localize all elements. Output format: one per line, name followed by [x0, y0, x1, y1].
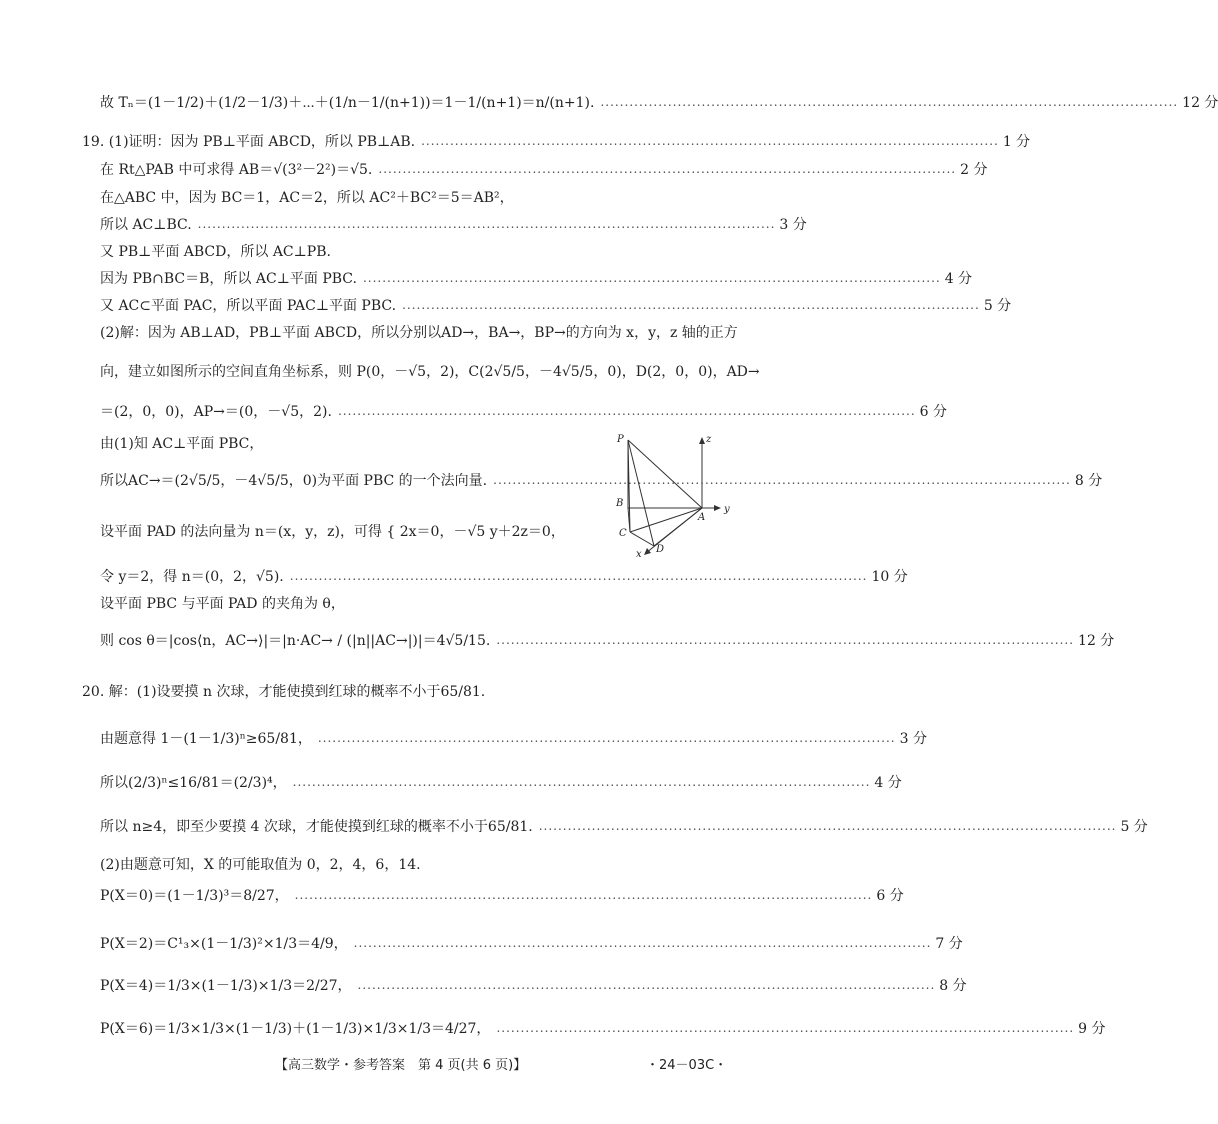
answer-line — [100, 593, 722, 613]
answer-line — [100, 433, 600, 453]
line-score: 10 分 — [871, 569, 908, 585]
answer-line — [100, 728, 927, 748]
edge-pa — [628, 440, 702, 508]
leader-dots: ........................................................................................................................ — [353, 936, 932, 950]
line-text: 19. (1)证明：因为 PB⊥平面 ABCD，所以 PB⊥AB. — [82, 134, 416, 150]
answer-line — [100, 854, 722, 874]
line-score: 5 分 — [1120, 819, 1148, 835]
line-text: 由(1)知 AC⊥平面 PBC， — [100, 436, 264, 452]
leader-dots: ........................................................................................................................ — [317, 731, 896, 745]
label-z: z — [706, 434, 712, 445]
line-score: 6 分 — [919, 404, 948, 420]
line-text: 在 Rt△PAB 中可求得 AB＝√(3²－2²)＝√5. — [100, 162, 373, 178]
line-score: 12 分 — [1182, 95, 1218, 111]
line-score: 12 分 — [1078, 633, 1115, 649]
answer-line — [100, 401, 948, 421]
line-text: P(X＝6)＝1/3×1/3×(1－1/3)＋(1－1/3)×1/3×1/3＝4/27， — [100, 1021, 491, 1037]
edge-ca — [630, 508, 702, 532]
line-score: 7 分 — [935, 936, 963, 952]
line-score: 5 分 — [983, 298, 1012, 314]
line-text: 又 PB⊥平面 ABCD，所以 AC⊥PB. — [100, 244, 331, 260]
answer-line — [100, 933, 963, 953]
line-score: 8 分 — [939, 978, 967, 994]
line-text: 设平面 PAD 的法向量为 n＝(x，y，z)，可得 { 2x＝0，－√5 y＋2z＝0， — [100, 524, 565, 540]
footer-title: 【高三数学・参考答案 第 4 页(共 6 页)】 — [275, 1058, 527, 1073]
line-text: 又 AC⊂平面 PAC，所以平面 PAC⊥平面 PBC. — [100, 298, 397, 314]
line-text: 20. 解：(1)设要摸 n 次球，才能使摸到红球的概率不小于65/81. — [82, 684, 486, 700]
line-text: P(X＝4)＝1/3×(1－1/3)×1/3＝2/27， — [100, 978, 352, 994]
line-score: 4 分 — [874, 775, 902, 791]
answer-line — [100, 1018, 1106, 1038]
line-text: 设平面 PBC 与平面 PAD 的夹角为 θ， — [100, 596, 345, 612]
line-score: 2 分 — [960, 162, 988, 178]
leader-dots: ........................................................................................................................ — [421, 134, 999, 148]
leader-dots: ........................................................................................................................ — [493, 473, 1071, 487]
label-y: y — [724, 504, 730, 515]
line-score: 6 分 — [876, 888, 904, 904]
answer-line — [100, 159, 988, 179]
label-x: x — [636, 549, 642, 560]
leader-dots: ........................................................................................................................ — [378, 162, 957, 176]
line-score: 3 分 — [779, 217, 807, 233]
leader-dots: ........................................................................................................................ — [600, 95, 1179, 109]
leader-dots: ........................................................................................................................ — [289, 569, 868, 583]
answer-line — [100, 295, 1012, 315]
answer-line — [100, 885, 904, 905]
line-score: 3 分 — [899, 731, 927, 747]
leader-dots: ........................................................................................................................ — [294, 888, 873, 902]
answer-line — [100, 268, 973, 288]
answer-line — [100, 566, 908, 586]
label-a: A — [698, 512, 706, 523]
leader-dots: ........................................................................................................................ — [337, 404, 916, 418]
line-text: 令 y＝2，得 n＝(0，2，√5). — [100, 569, 284, 585]
label-c: C — [619, 528, 627, 539]
answer-line — [100, 361, 760, 381]
answer-line — [100, 975, 967, 995]
line-score: 1 分 — [1002, 134, 1031, 150]
leader-dots: ........................................................................................................................ — [402, 298, 980, 312]
pyramid-figure — [606, 428, 738, 558]
line-text: ＝(2，0，0)，AP→＝(0，－√5，2). — [100, 404, 332, 420]
leader-dots: ........................................................................................................................ — [197, 217, 776, 231]
line-text: 因为 PB∩BC＝B，所以 AC⊥平面 PBC. — [100, 271, 357, 287]
answer-line — [100, 470, 1103, 490]
answer-line — [82, 131, 1031, 151]
answer-line — [100, 521, 600, 541]
answer-line — [100, 187, 722, 207]
leader-dots: ........................................................................................................................ — [292, 775, 871, 789]
label-b: B — [616, 498, 624, 509]
line-text: 所以 n≥4，即至少要摸 4 次球，才能使摸到红球的概率不小于65/81. — [100, 819, 533, 835]
x-axis — [646, 508, 702, 553]
leader-dots: ........................................................................................................................ — [538, 819, 1117, 833]
line-text: 所以AC→＝(2√5/5，－4√5/5，0)为平面 PBC 的一个法向量. — [100, 473, 488, 489]
leader-dots: ........................................................................................................................ — [496, 633, 1075, 647]
answer-line — [100, 322, 738, 342]
line-text: 所以(2/3)ⁿ≤16/81＝(2/3)⁴， — [100, 775, 287, 791]
line-score: 8 分 — [1074, 473, 1103, 489]
line-score: 4 分 — [944, 271, 973, 287]
leader-dots: ........................................................................................................................ — [357, 978, 936, 992]
leader-dots: ........................................................................................................................ — [362, 271, 941, 285]
answer-line — [100, 241, 722, 261]
edge-pd — [628, 440, 654, 546]
y-arrow — [714, 505, 721, 511]
line-text: 所以 AC⊥BC. — [100, 217, 192, 233]
line-score: 9 分 — [1078, 1021, 1106, 1037]
line-text: (2)由题意可知，X 的可能取值为 0，2，4，6，14. — [100, 857, 421, 873]
edge-cd — [630, 532, 654, 546]
label-d: D — [656, 544, 665, 555]
line-text: 在△ABC 中，因为 BC＝1，AC＝2，所以 AC²＋BC²＝5＝AB²， — [100, 190, 514, 206]
line-text: 由题意得 1－(1－1/3)ⁿ≥65/81， — [100, 731, 312, 747]
line-text: 故 Tₙ＝(1－1/2)＋(1/2－1/3)＋⋯＋(1/n－1/(n+1))＝1－1/(n+1)＝n/(n+1). — [100, 95, 595, 111]
answer-line — [100, 630, 1115, 650]
line-text: 则 cos θ＝|cos⟨n，AC→⟩|＝|n·AC→ / (|n||AC→|)|＝4√5/15. — [100, 633, 491, 649]
label-p: P — [617, 434, 624, 445]
leader-dots: ........................................................................................................................ — [496, 1021, 1075, 1035]
answer-line — [100, 92, 1218, 112]
footer-code: ・24－03C・ — [646, 1058, 728, 1073]
x-arrow — [644, 548, 651, 555]
answer-line — [100, 772, 902, 792]
line-text: (2)解：因为 AB⊥AD，PB⊥平面 ABCD，所以分别以AD→，BA→，BP→的方向为 x，y，z 轴的正方 — [100, 325, 738, 341]
line-text: P(X＝2)＝C¹₃×(1－1/3)²×1/3＝4/9， — [100, 936, 348, 952]
line-text: 向，建立如图所示的空间直角坐标系，则 P(0，－√5，2)，C(2√5/5，－4√5/5，0)，D(2，0，0)，AD→ — [100, 364, 760, 380]
answer-line — [100, 816, 1148, 836]
answer-line — [82, 681, 722, 701]
line-text: P(X＝0)＝(1－1/3)³＝8/27， — [100, 888, 289, 904]
z-arrow — [699, 437, 705, 444]
answer-line — [100, 214, 807, 234]
